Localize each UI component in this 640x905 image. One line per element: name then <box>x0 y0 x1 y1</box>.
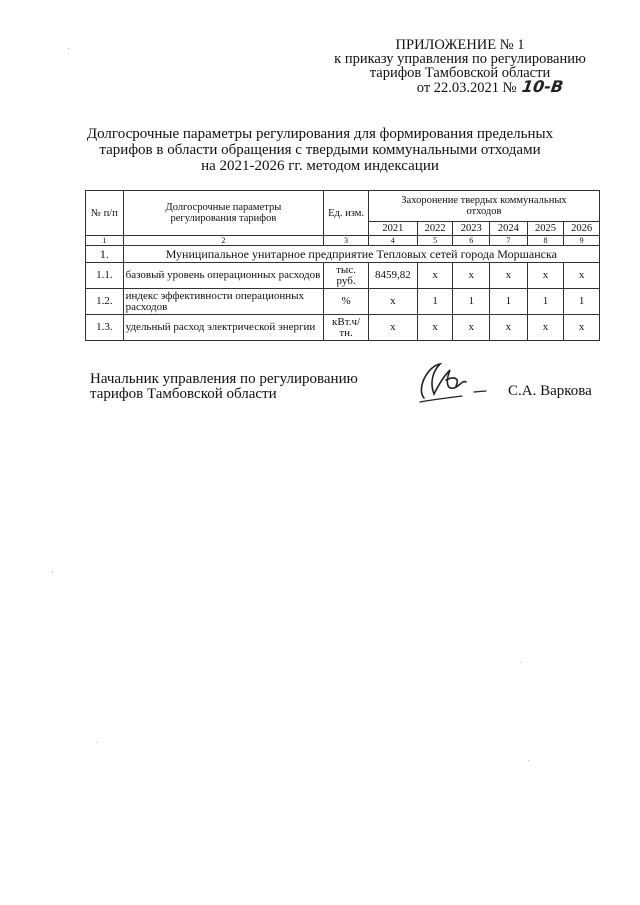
row-value: 1 <box>453 289 490 315</box>
table-header-row <box>86 191 600 222</box>
row-value: х <box>490 263 528 289</box>
row-value: х <box>417 263 453 289</box>
index-cell: 5 <box>417 236 453 246</box>
table-index-row <box>86 236 600 246</box>
row-value: 8459,82 <box>368 263 417 289</box>
scan-speck <box>68 48 69 49</box>
row-value: х <box>368 315 417 341</box>
header-group: Захоронение твердых коммунальных отходов <box>368 191 599 222</box>
table-row <box>86 263 600 289</box>
row-value: х <box>453 315 490 341</box>
appendix-title: ПРИЛОЖЕНИЕ № 1 <box>395 37 525 53</box>
row-value: х <box>527 315 564 341</box>
appendix-authority: тарифов Тамбовской области <box>369 65 551 81</box>
row-value: х <box>490 315 528 341</box>
header-year: 2024 <box>490 222 528 236</box>
index-cell: 9 <box>564 236 600 246</box>
row-value: 1 <box>527 289 564 315</box>
row-value: 1 <box>564 289 600 315</box>
header-year: 2023 <box>453 222 490 236</box>
organization-row <box>86 246 600 263</box>
row-value: х <box>527 263 564 289</box>
signatory-position <box>90 372 390 402</box>
document-title <box>70 126 570 174</box>
row-param: индекс эффективности операционных расходов <box>123 289 324 315</box>
handwritten-order-number: 10-В <box>520 77 565 96</box>
scan-speck <box>520 662 521 663</box>
appendix-order-ref: к приказу управления по регулированию <box>334 51 586 67</box>
appendix-date-line <box>310 77 610 96</box>
row-value: х <box>564 263 600 289</box>
title-line-2: тарифов в области обращения с твердыми коммунальными отходами <box>99 142 541 158</box>
index-cell: 1 <box>86 236 124 246</box>
header-year: 2022 <box>417 222 453 236</box>
index-cell: 4 <box>368 236 417 246</box>
table-row <box>86 315 600 341</box>
parameters-table <box>85 190 600 341</box>
index-cell: 8 <box>527 236 564 246</box>
row-unit: тыс. руб. <box>324 263 369 289</box>
row-param: удельный расход электрической энергии <box>123 315 324 341</box>
title-line-3: на 2021-2026 гг. методом индексации <box>201 158 439 174</box>
org-name: Муниципальное унитарное предприятие Тепловых сетей города Моршанска <box>123 246 599 263</box>
index-cell: 2 <box>123 236 324 246</box>
row-unit: кВт.ч/тн. <box>324 315 369 341</box>
header-unit: Ед. изм. <box>324 191 369 236</box>
scan-speck <box>96 742 97 743</box>
row-value: х <box>564 315 600 341</box>
row-value: х <box>453 263 490 289</box>
title-line-1: Долгосрочные параметры регулирования для формирования предельных <box>86 126 554 142</box>
table-row <box>86 289 600 315</box>
appendix-header <box>310 38 610 95</box>
header-param: Долгосрочные параметры регулирования тарифов <box>123 191 324 236</box>
appendix-date: от 22.03.2021 № <box>416 80 517 96</box>
index-cell: 7 <box>490 236 528 246</box>
header-num: № п/п <box>86 191 124 236</box>
row-value: 1 <box>490 289 528 315</box>
header-year: 2021 <box>368 222 417 236</box>
position-line-1: Начальник управления по регулированию <box>90 371 358 387</box>
row-param: базовый уровень операционных расходов <box>123 263 324 289</box>
scan-speck <box>52 571 53 572</box>
handwritten-signature <box>410 358 500 406</box>
scan-speck <box>528 760 529 761</box>
row-num: 1.2. <box>86 289 124 315</box>
row-unit: % <box>324 289 369 315</box>
position-line-2: тарифов Тамбовской области <box>90 386 277 402</box>
header-year: 2026 <box>564 222 600 236</box>
index-cell: 6 <box>453 236 490 246</box>
row-value: 1 <box>417 289 453 315</box>
row-value: х <box>417 315 453 341</box>
index-cell: 3 <box>324 236 369 246</box>
signatory-name: С.А. Варкова <box>508 383 592 399</box>
row-value: х <box>368 289 417 315</box>
org-num: 1. <box>86 246 124 263</box>
row-num: 1.1. <box>86 263 124 289</box>
row-num: 1.3. <box>86 315 124 341</box>
header-year: 2025 <box>527 222 564 236</box>
